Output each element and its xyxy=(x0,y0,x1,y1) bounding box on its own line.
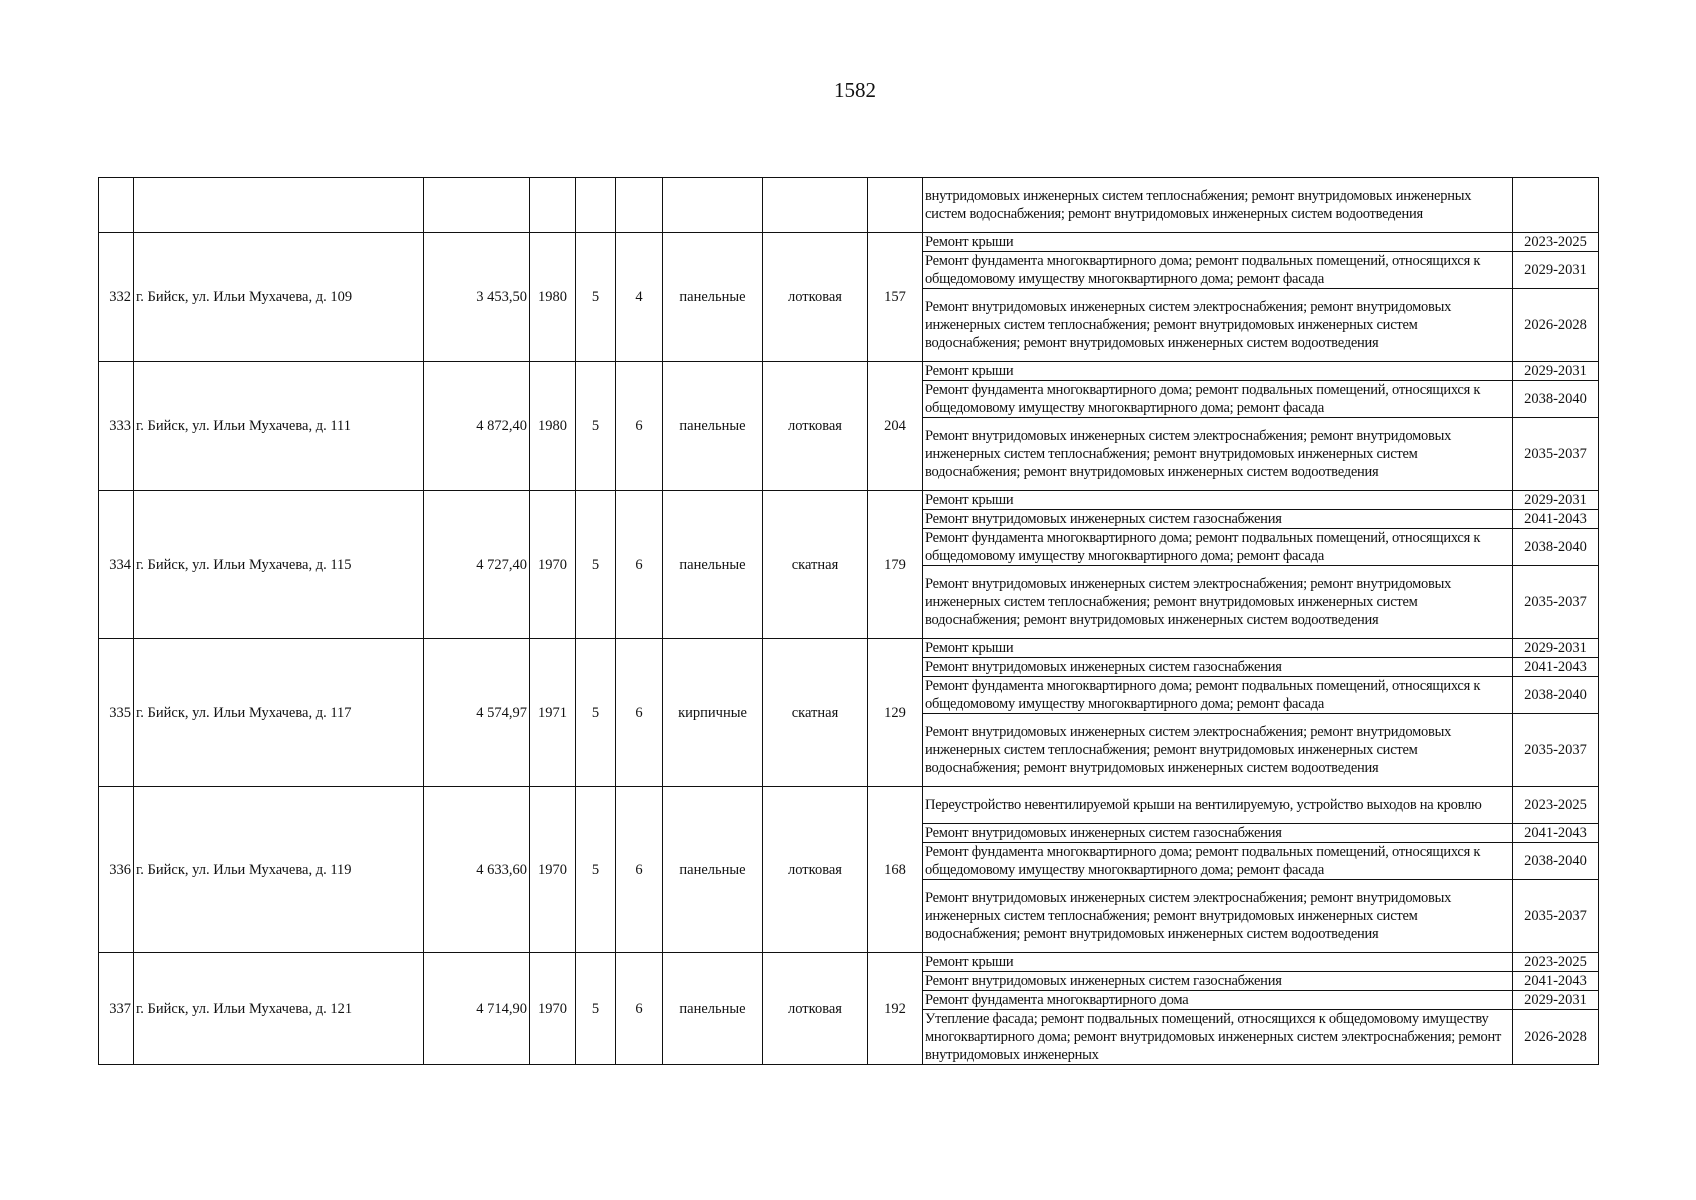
wall-material: панельные xyxy=(663,362,763,491)
work-period: 2035-2037 xyxy=(1513,418,1599,491)
work-period xyxy=(1513,178,1599,233)
work-description: Ремонт фундамента многоквартирного дома; ремонт подвальных помещений, относящихся к общедомовому имуществу многоквартирного дома; ремонт фасада xyxy=(923,529,1513,566)
work-description: Ремонт внутридомовых инженерных систем газоснабжения xyxy=(923,658,1513,677)
work-description: Ремонт фундамента многоквартирного дома; ремонт подвальных помещений, относящихся к общедомовому имуществу многоквартирного дома; ремонт фасада xyxy=(923,381,1513,418)
floors-count: 5 xyxy=(576,233,616,362)
work-period: 2026-2028 xyxy=(1513,1010,1599,1065)
row-number: 332 xyxy=(99,233,134,362)
residents-count: 157 xyxy=(868,233,923,362)
work-description: Ремонт внутридомовых инженерных систем газоснабжения xyxy=(923,510,1513,529)
building-address: г. Бийск, ул. Ильи Мухачева, д. 117 xyxy=(134,639,424,787)
roof-type: лотковая xyxy=(763,953,868,1065)
building-area: 4 574,97 xyxy=(424,639,530,787)
construction-year: 1970 xyxy=(530,491,576,639)
work-period: 2038-2040 xyxy=(1513,529,1599,566)
floors-count: 5 xyxy=(576,787,616,953)
work-description: Ремонт крыши xyxy=(923,639,1513,658)
work-period: 2038-2040 xyxy=(1513,381,1599,418)
page-number: 1582 xyxy=(834,78,876,102)
cell-empty xyxy=(868,178,923,233)
table-row xyxy=(99,639,1599,658)
work-description: Ремонт внутридомовых инженерных систем электроснабжения; ремонт внутридомовых инженерных систем теплоснабжения; ремонт внутридомовых инженерных систем водоснабжения; ремонт внутридомовых инженерных систем водоотведения xyxy=(923,418,1513,491)
building-area: 4 727,40 xyxy=(424,491,530,639)
roof-type: лотковая xyxy=(763,233,868,362)
building-address: г. Бийск, ул. Ильи Мухачева, д. 115 xyxy=(134,491,424,639)
entrances-count: 4 xyxy=(616,233,663,362)
wall-material: панельные xyxy=(663,491,763,639)
floors-count: 5 xyxy=(576,639,616,787)
work-description: Ремонт крыши xyxy=(923,362,1513,381)
entrances-count: 6 xyxy=(616,787,663,953)
row-number: 333 xyxy=(99,362,134,491)
work-period: 2029-2031 xyxy=(1513,491,1599,510)
work-description: внутридомовых инженерных систем теплоснабжения; ремонт внутридомовых инженерных систем водоснабжения; ремонт внутридомовых инженерных систем водоотведения xyxy=(923,178,1513,233)
table-row xyxy=(99,953,1599,972)
work-description: Ремонт фундамента многоквартирного дома xyxy=(923,991,1513,1010)
work-period: 2026-2028 xyxy=(1513,289,1599,362)
work-period: 2041-2043 xyxy=(1513,510,1599,529)
entrances-count: 6 xyxy=(616,362,663,491)
entrances-count: 6 xyxy=(616,491,663,639)
table-row xyxy=(99,787,1599,824)
row-number: 337 xyxy=(99,953,134,1065)
cell-empty xyxy=(576,178,616,233)
work-period: 2029-2031 xyxy=(1513,362,1599,381)
residents-count: 192 xyxy=(868,953,923,1065)
work-period: 2023-2025 xyxy=(1513,953,1599,972)
construction-year: 1970 xyxy=(530,953,576,1065)
cell-empty xyxy=(616,178,663,233)
work-period: 2029-2031 xyxy=(1513,991,1599,1010)
work-description: Ремонт крыши xyxy=(923,491,1513,510)
building-area: 3 453,50 xyxy=(424,233,530,362)
work-description: Ремонт фундамента многоквартирного дома; ремонт подвальных помещений, относящихся к общедомовому имуществу многоквартирного дома; ремонт фасада xyxy=(923,252,1513,289)
residents-count: 179 xyxy=(868,491,923,639)
building-address: г. Бийск, ул. Ильи Мухачева, д. 111 xyxy=(134,362,424,491)
building-area: 4 714,90 xyxy=(424,953,530,1065)
continuation-row xyxy=(99,178,1599,233)
work-period: 2041-2043 xyxy=(1513,972,1599,991)
building-area: 4 633,60 xyxy=(424,787,530,953)
work-period: 2035-2037 xyxy=(1513,714,1599,787)
work-period: 2038-2040 xyxy=(1513,843,1599,880)
work-description: Ремонт внутридомовых инженерных систем электроснабжения; ремонт внутридомовых инженерных систем теплоснабжения; ремонт внутридомовых инженерных систем водоснабжения; ремонт внутридомовых инженерных систем водоотведения xyxy=(923,566,1513,639)
building-address: г. Бийск, ул. Ильи Мухачева, д. 119 xyxy=(134,787,424,953)
work-description: Ремонт крыши xyxy=(923,233,1513,252)
construction-year: 1970 xyxy=(530,787,576,953)
work-period: 2023-2025 xyxy=(1513,233,1599,252)
residents-count: 204 xyxy=(868,362,923,491)
work-description: Ремонт крыши xyxy=(923,953,1513,972)
work-period: 2023-2025 xyxy=(1513,787,1599,824)
residents-count: 129 xyxy=(868,639,923,787)
work-description: Утепление фасада; ремонт подвальных помещений, относящихся к общедомовому имуществу многоквартирного дома; ремонт внутридомовых инженерных систем электроснабжения; ремонт внутридомовых инженерных xyxy=(923,1010,1513,1065)
wall-material: панельные xyxy=(663,953,763,1065)
work-description: Ремонт внутридомовых инженерных систем электроснабжения; ремонт внутридомовых инженерных систем теплоснабжения; ремонт внутридомовых инженерных систем водоснабжения; ремонт внутридомовых инженерных систем водоотведения xyxy=(923,714,1513,787)
work-description: Ремонт фундамента многоквартирного дома; ремонт подвальных помещений, относящихся к общедомовому имуществу многоквартирного дома; ремонт фасада xyxy=(923,843,1513,880)
roof-type: скатная xyxy=(763,639,868,787)
work-period: 2035-2037 xyxy=(1513,566,1599,639)
work-description: Ремонт внутридомовых инженерных систем газоснабжения xyxy=(923,972,1513,991)
table-row xyxy=(99,362,1599,381)
building-address: г. Бийск, ул. Ильи Мухачева, д. 109 xyxy=(134,233,424,362)
row-number: 336 xyxy=(99,787,134,953)
wall-material: панельные xyxy=(663,233,763,362)
capital-repair-table xyxy=(98,177,1599,1065)
work-description: Переустройство невентилируемой крыши на вентилируемую, устройство выходов на кровлю xyxy=(923,787,1513,824)
floors-count: 5 xyxy=(576,362,616,491)
work-description: Ремонт внутридомовых инженерных систем электроснабжения; ремонт внутридомовых инженерных систем теплоснабжения; ремонт внутридомовых инженерных систем водоснабжения; ремонт внутридомовых инженерных систем водоотведения xyxy=(923,880,1513,953)
wall-material: панельные xyxy=(663,787,763,953)
table-body xyxy=(99,178,1599,1065)
work-period: 2029-2031 xyxy=(1513,252,1599,289)
work-period: 2041-2043 xyxy=(1513,824,1599,843)
work-description: Ремонт внутридомовых инженерных систем электроснабжения; ремонт внутридомовых инженерных систем теплоснабжения; ремонт внутридомовых инженерных систем водоснабжения; ремонт внутридомовых инженерных систем водоотведения xyxy=(923,289,1513,362)
work-period: 2035-2037 xyxy=(1513,880,1599,953)
work-period: 2038-2040 xyxy=(1513,677,1599,714)
roof-type: лотковая xyxy=(763,787,868,953)
work-period: 2029-2031 xyxy=(1513,639,1599,658)
floors-count: 5 xyxy=(576,491,616,639)
construction-year: 1980 xyxy=(530,233,576,362)
table-row xyxy=(99,233,1599,252)
cell-empty xyxy=(530,178,576,233)
residents-count: 168 xyxy=(868,787,923,953)
wall-material: кирпичные xyxy=(663,639,763,787)
floors-count: 5 xyxy=(576,953,616,1065)
construction-year: 1971 xyxy=(530,639,576,787)
cell-empty xyxy=(663,178,763,233)
cell-empty xyxy=(134,178,424,233)
cell-empty xyxy=(763,178,868,233)
building-address: г. Бийск, ул. Ильи Мухачева, д. 121 xyxy=(134,953,424,1065)
building-area: 4 872,40 xyxy=(424,362,530,491)
table-row xyxy=(99,491,1599,510)
cell-empty xyxy=(99,178,134,233)
entrances-count: 6 xyxy=(616,639,663,787)
construction-year: 1980 xyxy=(530,362,576,491)
work-period: 2041-2043 xyxy=(1513,658,1599,677)
entrances-count: 6 xyxy=(616,953,663,1065)
work-description: Ремонт внутридомовых инженерных систем газоснабжения xyxy=(923,824,1513,843)
row-number: 334 xyxy=(99,491,134,639)
work-description: Ремонт фундамента многоквартирного дома; ремонт подвальных помещений, относящихся к общедомовому имуществу многоквартирного дома; ремонт фасада xyxy=(923,677,1513,714)
roof-type: скатная xyxy=(763,491,868,639)
row-number: 335 xyxy=(99,639,134,787)
roof-type: лотковая xyxy=(763,362,868,491)
cell-empty xyxy=(424,178,530,233)
